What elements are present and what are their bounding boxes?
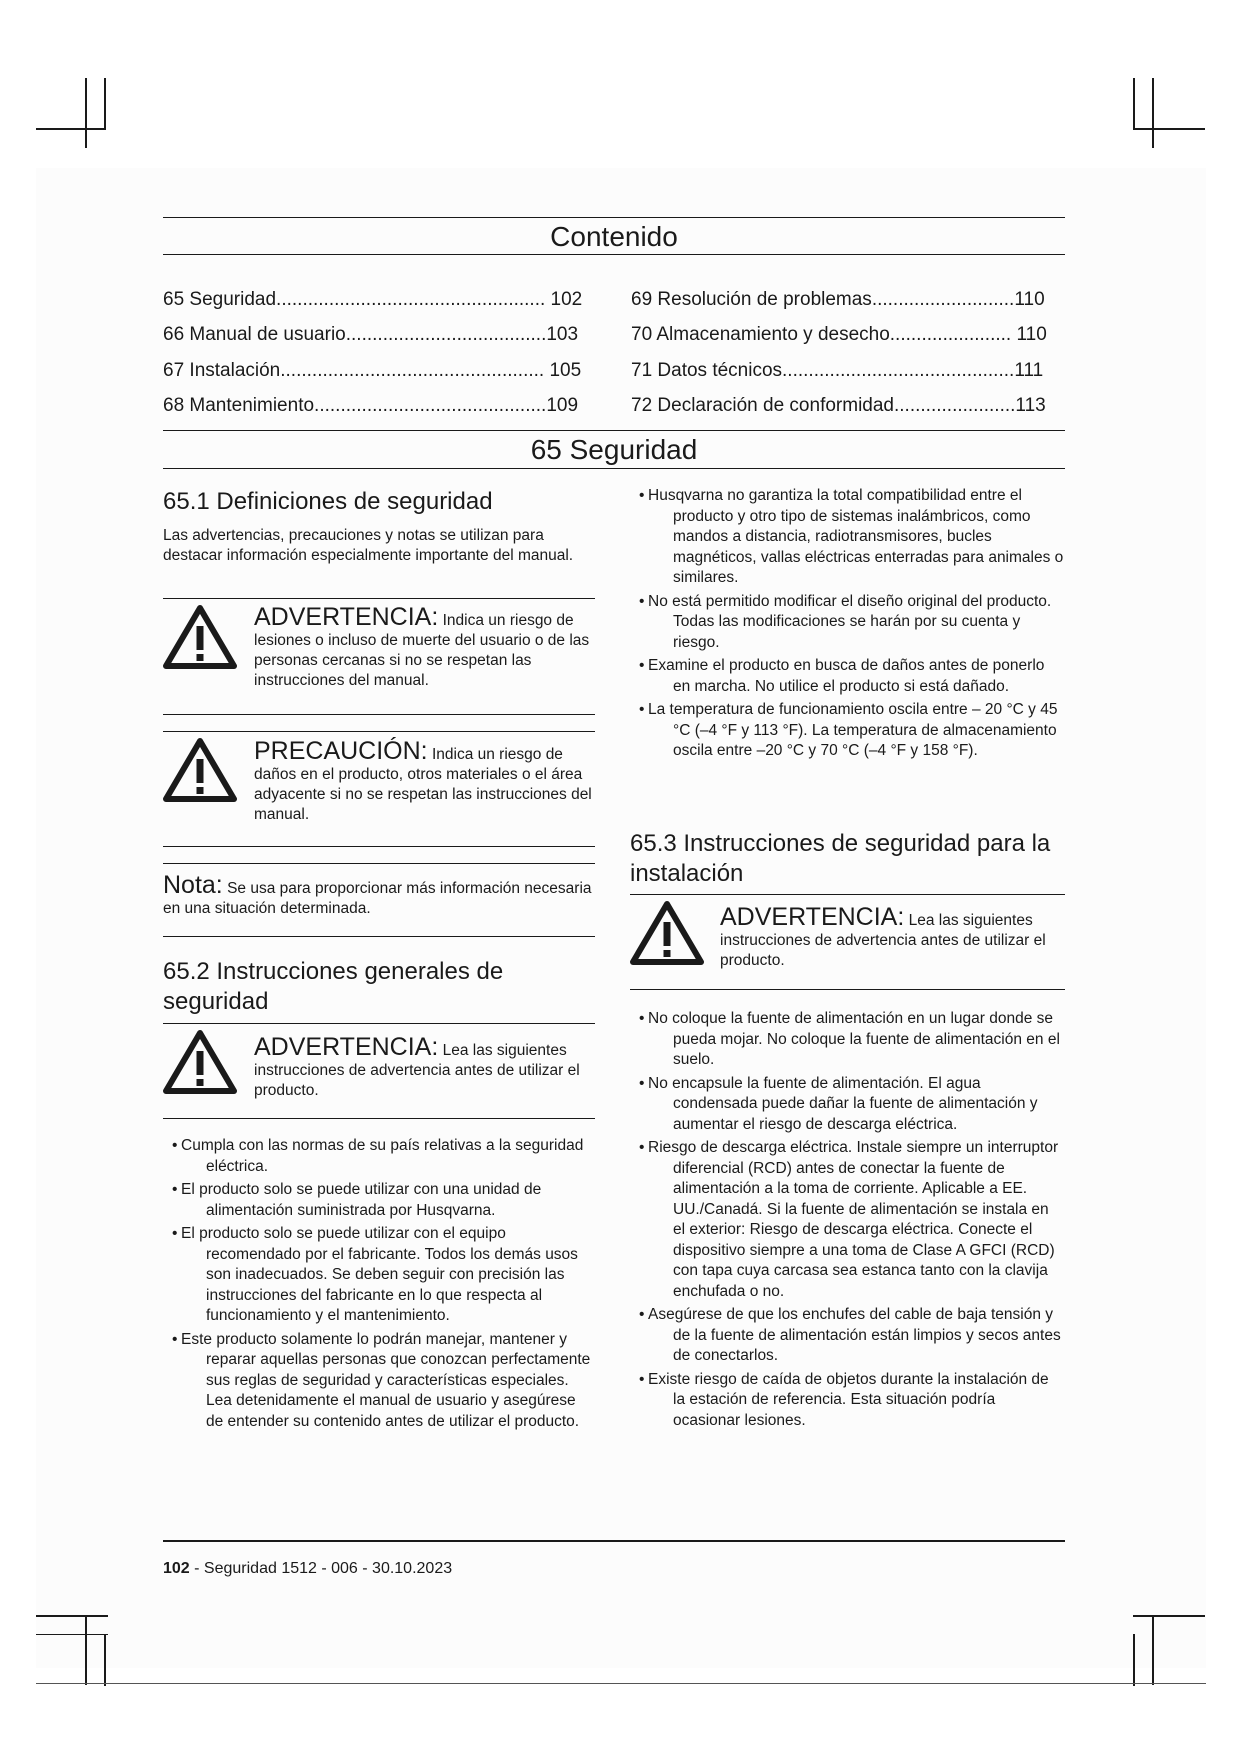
toc-entry[interactable]: 66 Manual de usuario......................................103 [163, 324, 579, 345]
toc-entry-label: 70 Almacenamiento y desecho [631, 324, 890, 345]
note-definition [163, 872, 595, 919]
warning-text: Indica un riesgo de lesiones o incluso de muerte del usuario o de las personas cercanas si no se respetan las instrucciones del manual. [254, 612, 590, 689]
toc-entry[interactable]: 65 Seguridad................................................... 102 [163, 289, 583, 310]
warning-text: Lea las siguientes instrucciones de advertencia antes de utilizar el producto. [720, 912, 1046, 969]
list-item: • No coloque la fuente de alimentación en un lugar donde se pueda mojar. No coloque la fuente de alimentación en el suelo. [630, 1009, 1065, 1071]
list-item: • Riesgo de descarga eléctrica. Instale siempre un interruptor diferencial (RCD) antes de conectar la fuente de alimentación a la toma de corriente. Aplicable a EE. UU./Canadá. Si la fuente de alimentación se instala en el exterior: Riesgo de descarga eléctrica. Conecte el dispositivo siempre a una toma de Clase A GFCI (RCD) con tapa cuya carcasa sea estanca tanto con la clavija enchufada o no. [630, 1138, 1065, 1302]
footer-rule [163, 1540, 1065, 1542]
toc-entry-page: 110 [1016, 324, 1047, 345]
warning-label: ADVERTENCIA: [254, 1033, 439, 1061]
warning-bottom-rule [163, 714, 595, 715]
toc-entry[interactable]: 71 Datos técnicos............................................111 [631, 360, 1044, 381]
caution-triangle-icon [163, 737, 237, 803]
list-item: • No está permitido modificar el diseño original del producto. Todas las modificaciones se harán por su cuenta y riesgo. [630, 592, 1065, 654]
warning-triangle-icon [630, 900, 704, 966]
warning-top-rule [163, 598, 595, 599]
list-item: • Este producto solamente lo podrán manejar, mantener y reparar aquellas personas que conozcan perfectamente sus reglas de seguridad y características especiales. Lea detenidamente el manual de usuario y asegúrese de entender su contenido antes de utilizar el producto. [163, 1330, 595, 1433]
caution-top-rule [163, 731, 595, 732]
note-bottom-rule [163, 936, 595, 937]
toc-entry-page: 109 [546, 395, 579, 416]
warning3-top-rule [630, 894, 1065, 895]
toc-entry-label: 66 Manual de usuario [163, 324, 346, 345]
note-top-rule [163, 863, 595, 864]
section-heading-65-3: 65.3 Instrucciones de seguridad para la instalación [630, 830, 1051, 887]
warning-label: ADVERTENCIA: [254, 603, 439, 631]
installation-warning [720, 904, 1065, 971]
toc-entry-label: 71 Datos técnicos [631, 360, 783, 381]
toc-entry-label: 67 Instalación [163, 360, 281, 381]
list-item: • Existe riesgo de caída de objetos durante la instalación de la estación de referencia. Esta situación podría ocasionar lesiones. [630, 1370, 1065, 1432]
toc-entry-page: 110 [1014, 289, 1045, 310]
list-item: • El producto solo se puede utilizar con una unidad de alimentación suministrada por Husqvarna. [163, 1180, 595, 1221]
warning2-top-rule [163, 1023, 595, 1024]
general-safety-list [163, 1136, 595, 1435]
section-heading-65-2: 65.2 Instrucciones generales de seguridad [163, 958, 504, 1015]
footer-page-number: 102 [163, 1560, 190, 1577]
warning-definition [254, 604, 596, 691]
warning-triangle-icon [163, 1029, 237, 1095]
toc-top-rule [163, 217, 1065, 218]
note-text: Se usa para proporcionar más información necesaria en una situación determinada. [163, 880, 592, 917]
general-safety-list-continued [630, 486, 1065, 765]
bottom-trim-line [36, 1683, 1206, 1684]
list-item: • Husqvarna no garantiza la total compatibilidad entre el producto y otro tipo de sistemas inalámbricos, como mandos a distancia, radiotransmisores, bucles magnéticos, vallas eléctricas enterradas para animales o similares. [630, 486, 1065, 589]
caution-bottom-rule [163, 846, 595, 847]
section-heading-65-1: 65.1 Definiciones de seguridad [163, 488, 493, 515]
toc-entry-label: 68 Mantenimiento [163, 395, 315, 416]
general-warning [254, 1034, 596, 1101]
list-item: • El producto solo se puede utilizar con el equipo recomendado por el fabricante. Todos los demás usos son inadecuados. Se deben seguir con precisión las instrucciones del fabricante en lo que respecta al funcionamiento y el mantenimiento. [163, 1224, 595, 1327]
caution-definition [254, 738, 596, 825]
toc-entry-label: 65 Seguridad [163, 289, 277, 310]
toc-entry-page: 105 [549, 360, 582, 381]
note-label: Nota: [163, 871, 223, 899]
toc-entry-page: 102 [550, 289, 583, 310]
toc-entry[interactable]: 72 Declaración de conformidad.......................113 [631, 395, 1046, 416]
toc-entry[interactable]: 69 Resolución de problemas...........................110 [631, 289, 1045, 310]
list-item: • Examine el producto en busca de daños antes de ponerlo en marcha. No utilice el producto si está dañado. [630, 656, 1065, 697]
warning-label: ADVERTENCIA: [720, 903, 905, 931]
warning-text: Lea las siguientes instrucciones de advertencia antes de utilizar el producto. [254, 1042, 580, 1099]
list-item: • Asegúrese de que los enchufes del cable de baja tensión y de la fuente de alimentación están limpios y secos antes de conectarlos. [630, 1305, 1065, 1367]
installation-safety-list [630, 1009, 1065, 1434]
toc-entry-page: 103 [546, 324, 579, 345]
toc-title-rule [163, 254, 1065, 255]
warning-triangle-icon [163, 604, 237, 670]
chapter-top-rule [163, 430, 1065, 431]
chapter-title-rule [163, 468, 1065, 469]
toc-entry-page: 113 [1015, 395, 1046, 416]
warning3-bottom-rule [630, 989, 1065, 990]
chapter-title: 65 Seguridad [530, 434, 698, 465]
list-item: • No encapsule la fuente de alimentación. El agua condensada puede dañar la fuente de alimentación y aumentar el riesgo de descarga eléctrica. [630, 1074, 1065, 1136]
toc-entry[interactable]: 68 Mantenimiento............................................109 [163, 395, 579, 416]
toc-entry[interactable]: 67 Instalación.................................................. 105 [163, 360, 582, 381]
list-item: • Cumpla con las normas de su país relativas a la seguridad eléctrica. [163, 1136, 595, 1177]
page-footer [163, 1559, 452, 1579]
caution-label: PRECAUCIÓN: [254, 737, 428, 765]
warning2-bottom-rule [163, 1118, 595, 1119]
footer-text: - Seguridad 1512 - 006 - 30.10.2023 [189, 1560, 453, 1577]
toc-entry-label: 69 Resolución de problemas [631, 289, 872, 310]
section-intro: Las advertencias, precauciones y notas se utilizan para destacar información especialmente importante del manual. [163, 527, 574, 564]
list-item: • La temperatura de funcionamiento oscila entre – 20 °C y 45 °C (–4 °F y 113 °F). La temperatura de almacenamiento oscila entre –20 °C y 70 °C (–4 °F y 158 °F). [630, 700, 1065, 762]
toc-title: Contenido [550, 221, 678, 252]
toc-entry-page: 111 [1014, 360, 1044, 381]
toc-entry-label: 72 Declaración de conformidad [631, 395, 894, 416]
toc-entry[interactable]: 70 Almacenamiento y desecho....................... 110 [631, 324, 1047, 345]
caution-text: Indica un riesgo de daños en el producto, otros materiales o el área adyacente si no se respetan las instrucciones del manual. [254, 746, 592, 823]
